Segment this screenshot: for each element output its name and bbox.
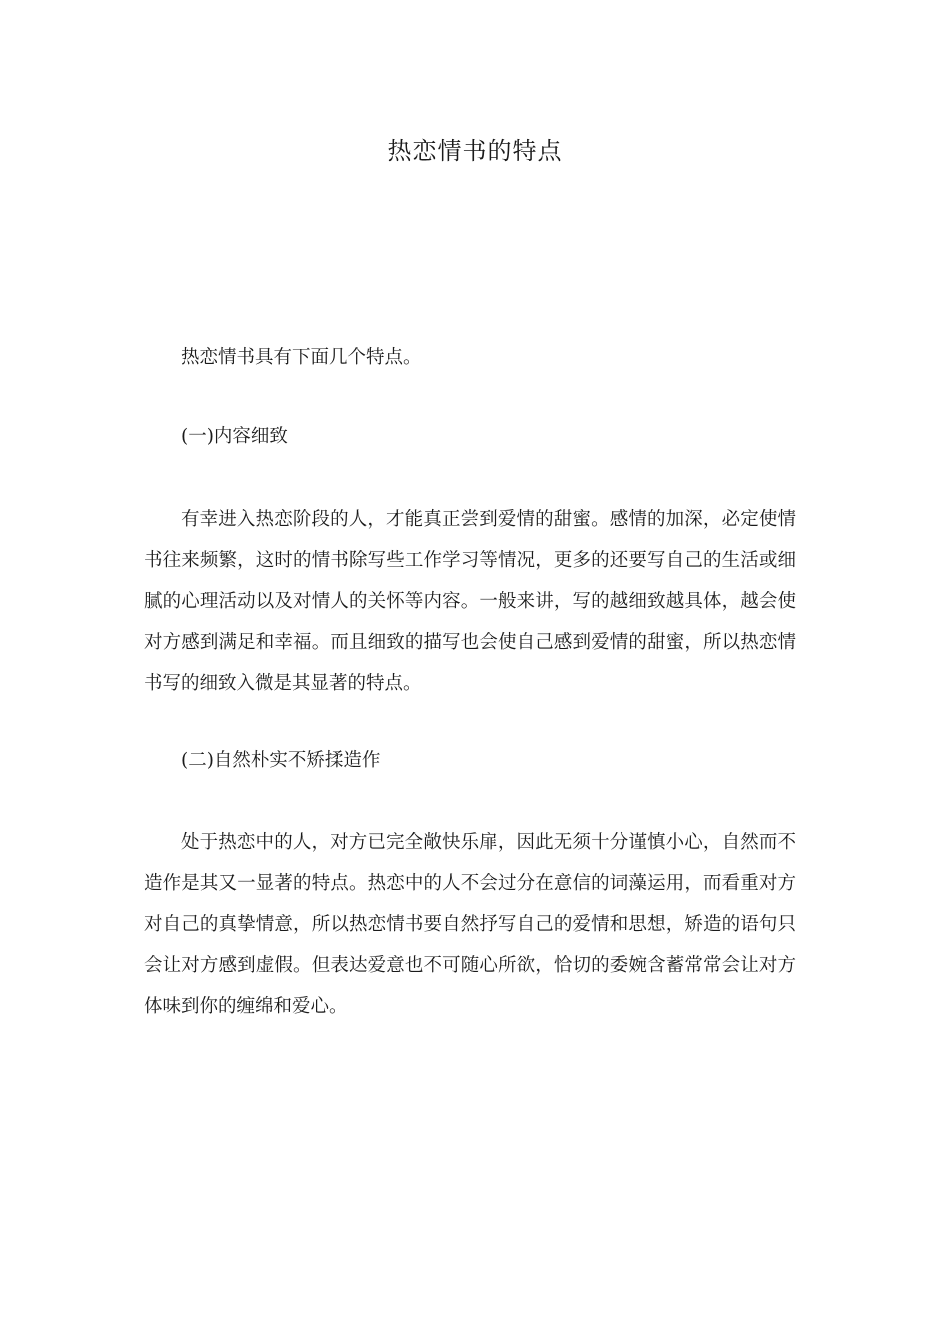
section-2-body: 处于热恋中的人，对方已完全敞快乐扉，因此无须十分谨慎小心，自然而不造作是其又一显著的特点。热恋中的人不会过分在意信的词藻运用，而看重对方对自己的真挚情意，所以热恋情书要自然抒写自己的爱情和思想，矫造的语句只会让对方感到虚假。但表达爱意也不可随心所欲，恰切的委婉含蓄常常会让对方体味到你的缠绵和爱心。 <box>144 832 796 1017</box>
document-title: 热恋情书的特点 <box>387 137 563 165</box>
intro-paragraph: 热恋情书具有下面几个特点。 <box>181 347 422 368</box>
section-2-heading: (二)自然朴实不矫揉造作 <box>181 750 381 771</box>
section-1-heading: (一)内容细致 <box>181 426 288 447</box>
section-1-body: 有幸进入热恋阶段的人，才能真正尝到爱情的甜蜜。感情的加深，必定使情书往来频繁，这时的情书除写些工作学习等情况，更多的还要写自己的生活或细腻的心理活动以及对情人的关怀等内容。一般来讲，写的越细致越具体，越会使对方感到满足和幸福。而且细致的描写也会使自己感到爱情的甜蜜，所以热恋情书写的细致入微是其显著的特点。 <box>144 509 796 694</box>
